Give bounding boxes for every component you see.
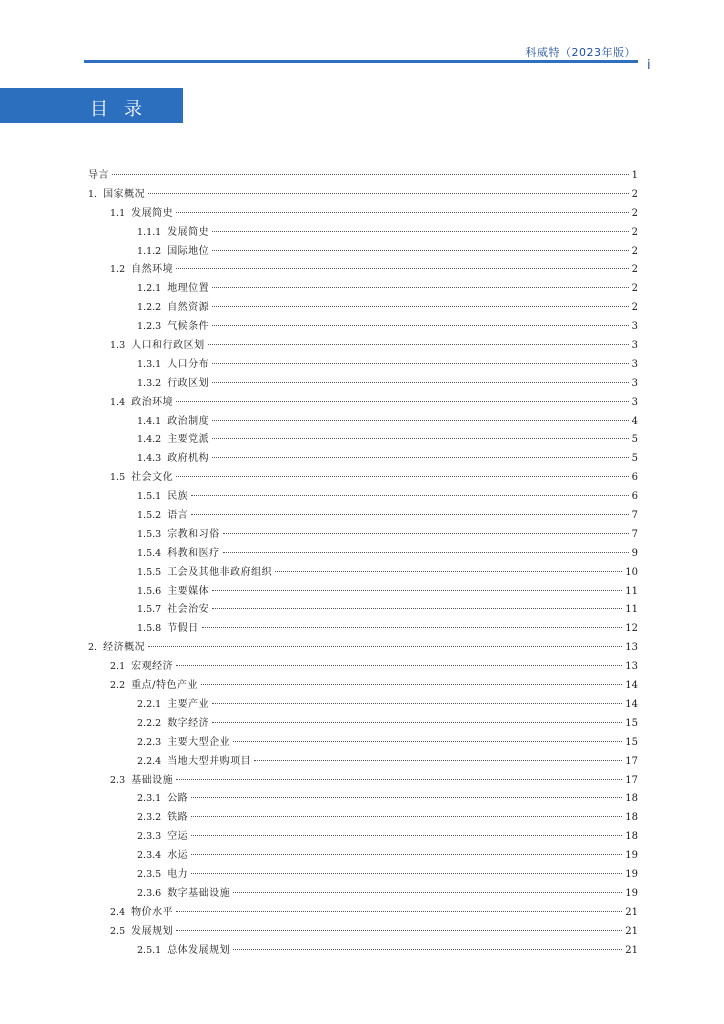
toc-entry-page: 6	[631, 472, 638, 484]
toc-entry-page: 11	[625, 604, 638, 616]
toc-entry-number: 1.3	[110, 340, 126, 352]
toc-entry-number: 2.3.1	[137, 793, 162, 805]
toc-entry[interactable]	[88, 413, 638, 432]
toc-entry[interactable]	[88, 772, 638, 791]
toc-entry-title: 公路	[167, 793, 189, 805]
toc-entry[interactable]	[88, 734, 638, 753]
toc-entry-page: 19	[625, 887, 638, 899]
toc-entry-number: 1.5.2	[137, 510, 162, 522]
toc-entry-page: 2	[631, 226, 638, 238]
toc-entry-title: 气候条件	[167, 321, 210, 333]
toc-entry-number: 1.3.2	[137, 377, 162, 389]
dot-leader	[212, 325, 628, 326]
toc-entry-number: 1.1.2	[137, 245, 162, 257]
toc-entry-number: 2.3.3	[137, 831, 162, 843]
dot-leader	[212, 703, 622, 704]
toc-entry-page: 4	[631, 415, 638, 427]
toc-entry-page: 5	[631, 434, 638, 446]
toc-entry-page: 2	[631, 283, 638, 295]
toc-entry-page: 2	[631, 207, 638, 219]
toc-entry-title: 空运	[167, 831, 189, 843]
toc-entry-number: 1.2	[110, 264, 126, 276]
dot-leader	[191, 495, 628, 496]
toc-entry-number: 2.3.4	[137, 850, 162, 862]
toc-entry-page: 2	[631, 245, 638, 257]
toc-entry[interactable]	[88, 205, 638, 224]
toc-entry-number: 1.4.1	[137, 415, 162, 427]
toc-entry[interactable]	[88, 790, 638, 809]
dot-leader	[212, 420, 628, 421]
toc-entry-title: 铁路	[167, 812, 189, 824]
toc-entry-page: 21	[625, 944, 638, 956]
toc-entry[interactable]	[88, 809, 638, 828]
toc-entry-page: 10	[625, 566, 638, 578]
dot-leader	[212, 382, 628, 383]
toc-entry[interactable]	[88, 545, 638, 564]
dot-leader	[212, 306, 628, 307]
toc-entry-number: 1.5.8	[137, 623, 162, 635]
toc-entry-number: 2.3.2	[137, 812, 162, 824]
toc-entry-title: 主要媒体	[167, 585, 210, 597]
toc-entry-number: 2.2.1	[137, 698, 162, 710]
toc-entry[interactable]	[88, 431, 638, 450]
toc-entry[interactable]	[88, 942, 638, 961]
toc-entry-title: 重点/特色产业	[131, 680, 198, 692]
toc-entry[interactable]	[88, 601, 638, 620]
toc-entry[interactable]	[88, 243, 638, 262]
toc-entry-page: 21	[625, 906, 638, 918]
toc-entry-page: 3	[631, 321, 638, 333]
toc-entry[interactable]	[88, 450, 638, 469]
toc-entry-title: 发展简史	[131, 207, 174, 219]
dot-leader	[191, 797, 622, 798]
toc-entry-page: 13	[625, 661, 638, 673]
dot-leader	[212, 287, 628, 288]
toc-entry[interactable]	[88, 583, 638, 602]
toc-entry[interactable]	[88, 261, 638, 280]
toc-entry-page: 6	[631, 491, 638, 503]
page-title: 目录	[90, 99, 158, 120]
toc-entry-title: 政府机构	[167, 453, 210, 465]
toc-entry-page: 18	[625, 812, 638, 824]
toc-entry-number: 1.2.2	[137, 302, 162, 314]
toc-entry-title: 基础设施	[131, 774, 174, 786]
dot-leader	[112, 174, 629, 175]
toc-entry-page: 21	[625, 925, 638, 937]
toc-entry-title: 数字经济	[167, 717, 210, 729]
toc-entry[interactable]	[88, 696, 638, 715]
toc-entry-page: 2	[631, 264, 638, 276]
toc-entry[interactable]	[88, 186, 638, 205]
toc-entry-title: 地理位置	[167, 283, 210, 295]
toc-entry[interactable]	[88, 337, 638, 356]
toc-entry-page: 3	[631, 377, 638, 389]
toc-entry-page: 9	[631, 547, 638, 559]
toc-entry-title: 水运	[167, 850, 189, 862]
toc-entry-title: 国际地位	[167, 245, 210, 257]
toc-entry[interactable]	[88, 620, 638, 639]
toc-entry[interactable]	[88, 715, 638, 734]
toc-entry-number: 1.5.3	[137, 528, 162, 540]
dot-leader	[191, 514, 628, 515]
toc-entry-number: 1.5.4	[137, 547, 162, 559]
toc-entry-page: 14	[625, 698, 638, 710]
dot-leader	[176, 665, 622, 666]
toc-entry-title: 民族	[167, 491, 189, 503]
toc-entry-title: 当地大型并购项目	[167, 755, 252, 767]
toc-entry-page: 11	[625, 585, 638, 597]
toc-entry-page: 2	[631, 302, 638, 314]
toc-entry-title: 人口分布	[167, 358, 210, 370]
dot-leader	[212, 250, 628, 251]
toc-entry[interactable]	[88, 564, 638, 583]
toc-entry-page: 3	[631, 396, 638, 408]
toc-entry[interactable]	[88, 885, 638, 904]
toc-entry[interactable]	[88, 167, 638, 186]
page-number: i	[647, 58, 651, 73]
toc-entry-number: 2.3	[110, 774, 126, 786]
toc-entry-number: 2.5	[110, 925, 126, 937]
toc-entry-number: 2.3.6	[137, 887, 162, 899]
toc-entry[interactable]	[88, 753, 638, 772]
toc-entry-number: 1.1	[110, 207, 126, 219]
toc-entry-number: 1.5.1	[137, 491, 162, 503]
toc-entry[interactable]	[88, 375, 638, 394]
toc-entry-number: 1.	[88, 188, 98, 200]
toc-entry-title: 数字基础设施	[167, 887, 231, 899]
dot-leader	[176, 911, 622, 912]
toc-entry-title: 主要党派	[167, 434, 210, 446]
toc-entry-page: 1	[631, 170, 638, 181]
toc-entry-title: 人口和行政区划	[131, 340, 205, 352]
toc-entry[interactable]	[88, 469, 638, 488]
dot-leader	[176, 476, 629, 477]
dot-leader	[191, 854, 622, 855]
toc-entry-title: 导言	[88, 170, 109, 181]
dot-leader	[223, 533, 629, 534]
toc-entry[interactable]	[88, 658, 638, 677]
dot-leader	[233, 949, 622, 950]
toc-entry-number: 2.2	[110, 680, 126, 692]
toc-entry-number: 2.1	[110, 661, 126, 673]
dot-leader	[212, 608, 622, 609]
toc-entry-number: 2.	[88, 642, 98, 654]
toc-entry[interactable]	[88, 923, 638, 942]
toc-entry-number: 1.4.2	[137, 434, 162, 446]
toc-entry-title: 宏观经济	[131, 661, 174, 673]
toc-entry[interactable]	[88, 904, 638, 923]
toc-entry-title: 政治制度	[167, 415, 210, 427]
dot-leader	[176, 268, 629, 269]
toc-entry-page: 15	[625, 717, 638, 729]
dot-leader	[176, 930, 622, 931]
toc-entry[interactable]	[88, 356, 638, 375]
toc-entry-number: 2.2.2	[137, 717, 162, 729]
dot-leader	[275, 571, 622, 572]
toc-entry-title: 宗教和习俗	[167, 528, 220, 540]
toc-entry-page: 2	[631, 188, 638, 200]
toc-entry-page: 17	[625, 774, 638, 786]
toc-entry[interactable]	[88, 394, 638, 413]
toc-entry-page: 18	[625, 831, 638, 843]
toc-entry[interactable]	[88, 488, 638, 507]
toc-entry-title: 科教和医疗	[167, 547, 220, 559]
toc-entry-page: 12	[625, 623, 638, 635]
toc-entry[interactable]	[88, 526, 638, 545]
toc-entry[interactable]	[88, 866, 638, 885]
toc-entry-number: 1.2.3	[137, 321, 162, 333]
dot-leader	[191, 873, 622, 874]
toc-entry[interactable]	[88, 224, 638, 243]
toc-entry-title: 自然环境	[131, 264, 174, 276]
toc-entry-title: 工会及其他非政府组织	[167, 566, 273, 578]
toc-entry-number: 2.5.1	[137, 944, 162, 956]
toc-entry-number: 1.5.5	[137, 566, 162, 578]
running-header: 科威特（2023年版）	[525, 46, 636, 59]
dot-leader	[223, 552, 629, 553]
toc-entry-title: 主要大型企业	[167, 736, 231, 748]
header-rule	[84, 60, 638, 63]
toc-entry-number: 1.5.7	[137, 604, 162, 616]
toc-entry-page: 7	[631, 528, 638, 540]
dot-leader	[212, 722, 622, 723]
toc-entry[interactable]	[88, 280, 638, 299]
toc-entry[interactable]	[88, 677, 638, 696]
dot-leader	[212, 363, 628, 364]
toc-entry-page: 18	[625, 793, 638, 805]
dot-leader	[201, 684, 622, 685]
toc-entry-title: 政治环境	[131, 396, 174, 408]
toc-entry[interactable]	[88, 507, 638, 526]
dot-leader	[176, 212, 629, 213]
dot-leader	[176, 401, 629, 402]
toc-entry-number: 1.3.1	[137, 358, 162, 370]
toc-entry[interactable]	[88, 639, 638, 658]
toc-entry-page: 13	[625, 642, 638, 654]
toc-entry-number: 2.2.3	[137, 736, 162, 748]
toc-entry-number: 1.5	[110, 472, 126, 484]
toc-entry-page: 7	[631, 510, 638, 522]
dot-leader	[148, 193, 629, 194]
dot-leader	[148, 646, 622, 647]
toc-entry-title: 电力	[167, 868, 189, 880]
dot-leader	[233, 892, 622, 893]
toc-entry[interactable]	[88, 828, 638, 847]
dot-leader	[212, 438, 628, 439]
toc-entry-title: 自然资源	[167, 302, 210, 314]
toc-entry-title: 经济概况	[103, 642, 146, 654]
toc-entry-page: 3	[631, 340, 638, 352]
toc-entry-page: 14	[625, 680, 638, 692]
toc-entry[interactable]	[88, 847, 638, 866]
toc-entry-number: 2.4	[110, 906, 126, 918]
dot-leader	[212, 590, 622, 591]
toc-entry-number: 2.2.4	[137, 755, 162, 767]
toc-entry-number: 1.4	[110, 396, 126, 408]
dot-leader	[233, 741, 622, 742]
toc-entry[interactable]	[88, 299, 638, 318]
toc-entry-title: 社会文化	[131, 472, 174, 484]
toc-entry[interactable]	[88, 318, 638, 337]
toc-entry-page: 17	[625, 755, 638, 767]
toc-entry-title: 发展规划	[131, 925, 174, 937]
table-of-contents	[88, 167, 638, 960]
toc-entry-page: 5	[631, 453, 638, 465]
dot-leader	[254, 760, 622, 761]
dot-leader	[191, 816, 622, 817]
toc-entry-number: 1.4.3	[137, 453, 162, 465]
toc-entry-number: 1.5.6	[137, 585, 162, 597]
dot-leader	[191, 835, 622, 836]
toc-entry-title: 社会治安	[167, 604, 210, 616]
toc-entry-title: 行政区划	[167, 377, 210, 389]
dot-leader	[202, 627, 623, 628]
toc-entry-number: 1.2.1	[137, 283, 162, 295]
toc-entry-page: 15	[625, 736, 638, 748]
toc-entry-page: 3	[631, 358, 638, 370]
toc-entry-page: 19	[625, 868, 638, 880]
dot-leader	[208, 344, 629, 345]
toc-entry-number: 1.1.1	[137, 226, 162, 238]
toc-entry-page: 19	[625, 850, 638, 862]
toc-entry-title: 主要产业	[167, 698, 210, 710]
toc-entry-title: 国家概况	[103, 188, 146, 200]
toc-entry-title: 节假日	[167, 623, 199, 635]
toc-entry-title: 发展简史	[167, 226, 210, 238]
dot-leader	[176, 779, 622, 780]
toc-entry-title: 物价水平	[131, 906, 174, 918]
dot-leader	[212, 231, 628, 232]
toc-entry-number: 2.3.5	[137, 868, 162, 880]
dot-leader	[212, 457, 628, 458]
toc-entry-title: 语言	[167, 510, 189, 522]
toc-entry-title: 总体发展规划	[167, 944, 231, 956]
